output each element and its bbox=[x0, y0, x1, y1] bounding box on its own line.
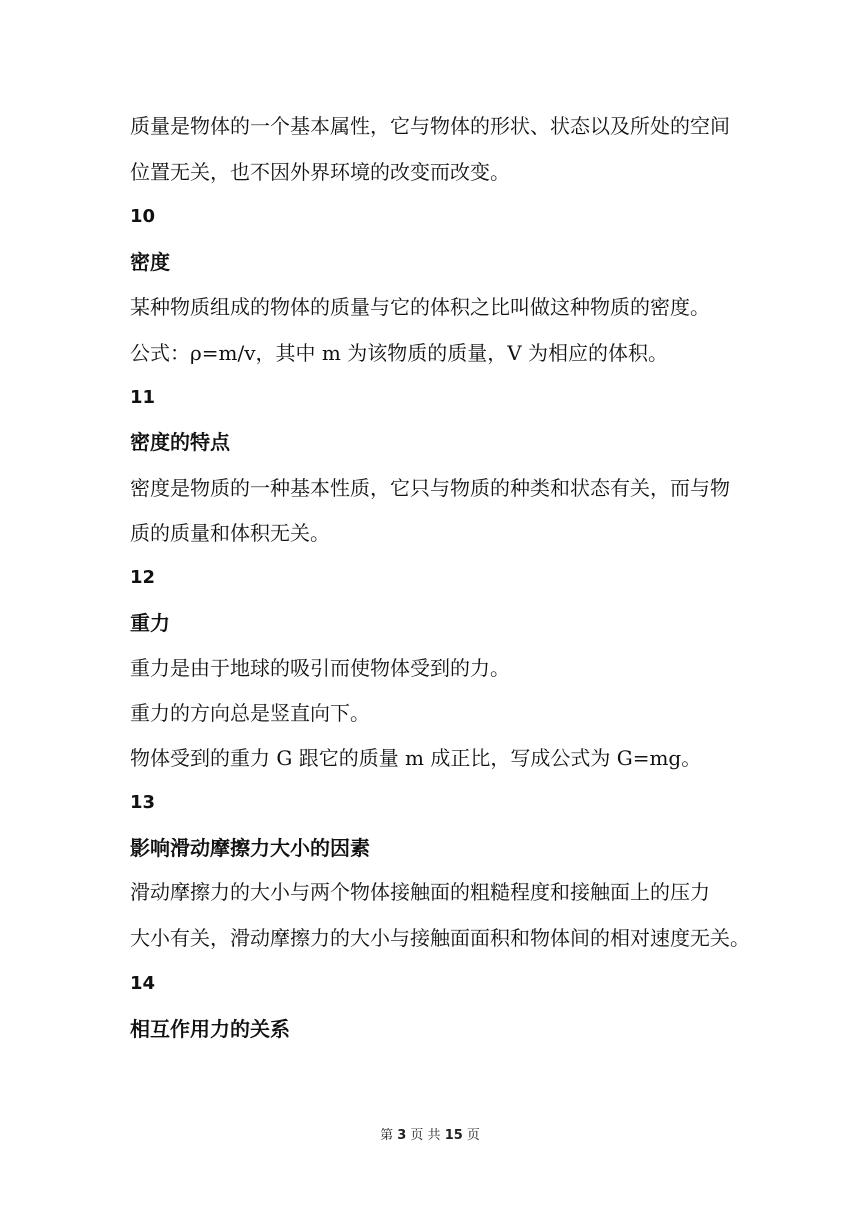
paragraph-line: 位置无关，也不因外界环境的改变而改变。 bbox=[130, 160, 510, 184]
section-number: 10 bbox=[130, 206, 156, 227]
paragraph-line: 物体受到的重力 G 跟它的质量 m 成正比，写成公式为 G=mg。 bbox=[130, 746, 702, 770]
paragraph-line: 某种物质组成的物体的质量与它的体积之比叫做这种物质的密度。 bbox=[130, 295, 710, 319]
total-page-count: 15 bbox=[444, 1128, 463, 1143]
paragraph-line: 重力是由于地球的吸引而使物体受到的力。 bbox=[130, 656, 510, 680]
paragraph-line: 大小有关，滑动摩擦力的大小与接触面面积和物体间的相对速度无关。 bbox=[130, 926, 750, 950]
section-number: 13 bbox=[130, 792, 156, 813]
paragraph-line: 公式：ρ=m/v，其中 m 为该物质的质量，V 为相应的体积。 bbox=[130, 341, 668, 365]
section-title: 密度的特点 bbox=[130, 430, 230, 454]
section-number: 11 bbox=[130, 387, 156, 408]
section-title: 重力 bbox=[130, 611, 170, 635]
page-footer bbox=[0, 1127, 860, 1145]
footer-middle: 页 共 bbox=[410, 1128, 441, 1143]
paragraph-line: 密度是物质的一种基本性质，它只与物质的种类和状态有关，而与物 bbox=[130, 476, 730, 500]
current-page-number: 3 bbox=[397, 1128, 407, 1143]
section-title: 影响滑动摩擦力大小的因素 bbox=[130, 836, 370, 860]
paragraph-line: 滑动摩擦力的大小与两个物体接触面的粗糙程度和接触面上的压力 bbox=[130, 880, 710, 904]
section-number: 12 bbox=[130, 567, 156, 588]
footer-suffix: 页 bbox=[466, 1128, 480, 1143]
section-title: 密度 bbox=[130, 250, 170, 274]
paragraph-line: 质的质量和体积无关。 bbox=[130, 521, 330, 545]
paragraph-line: 质量是物体的一个基本属性，它与物体的形状、状态以及所处的空间 bbox=[130, 114, 730, 138]
section-number: 14 bbox=[130, 973, 156, 994]
section-title: 相互作用力的关系 bbox=[130, 1017, 290, 1041]
paragraph-line: 重力的方向总是竖直向下。 bbox=[130, 701, 370, 725]
footer-prefix: 第 bbox=[380, 1128, 394, 1143]
